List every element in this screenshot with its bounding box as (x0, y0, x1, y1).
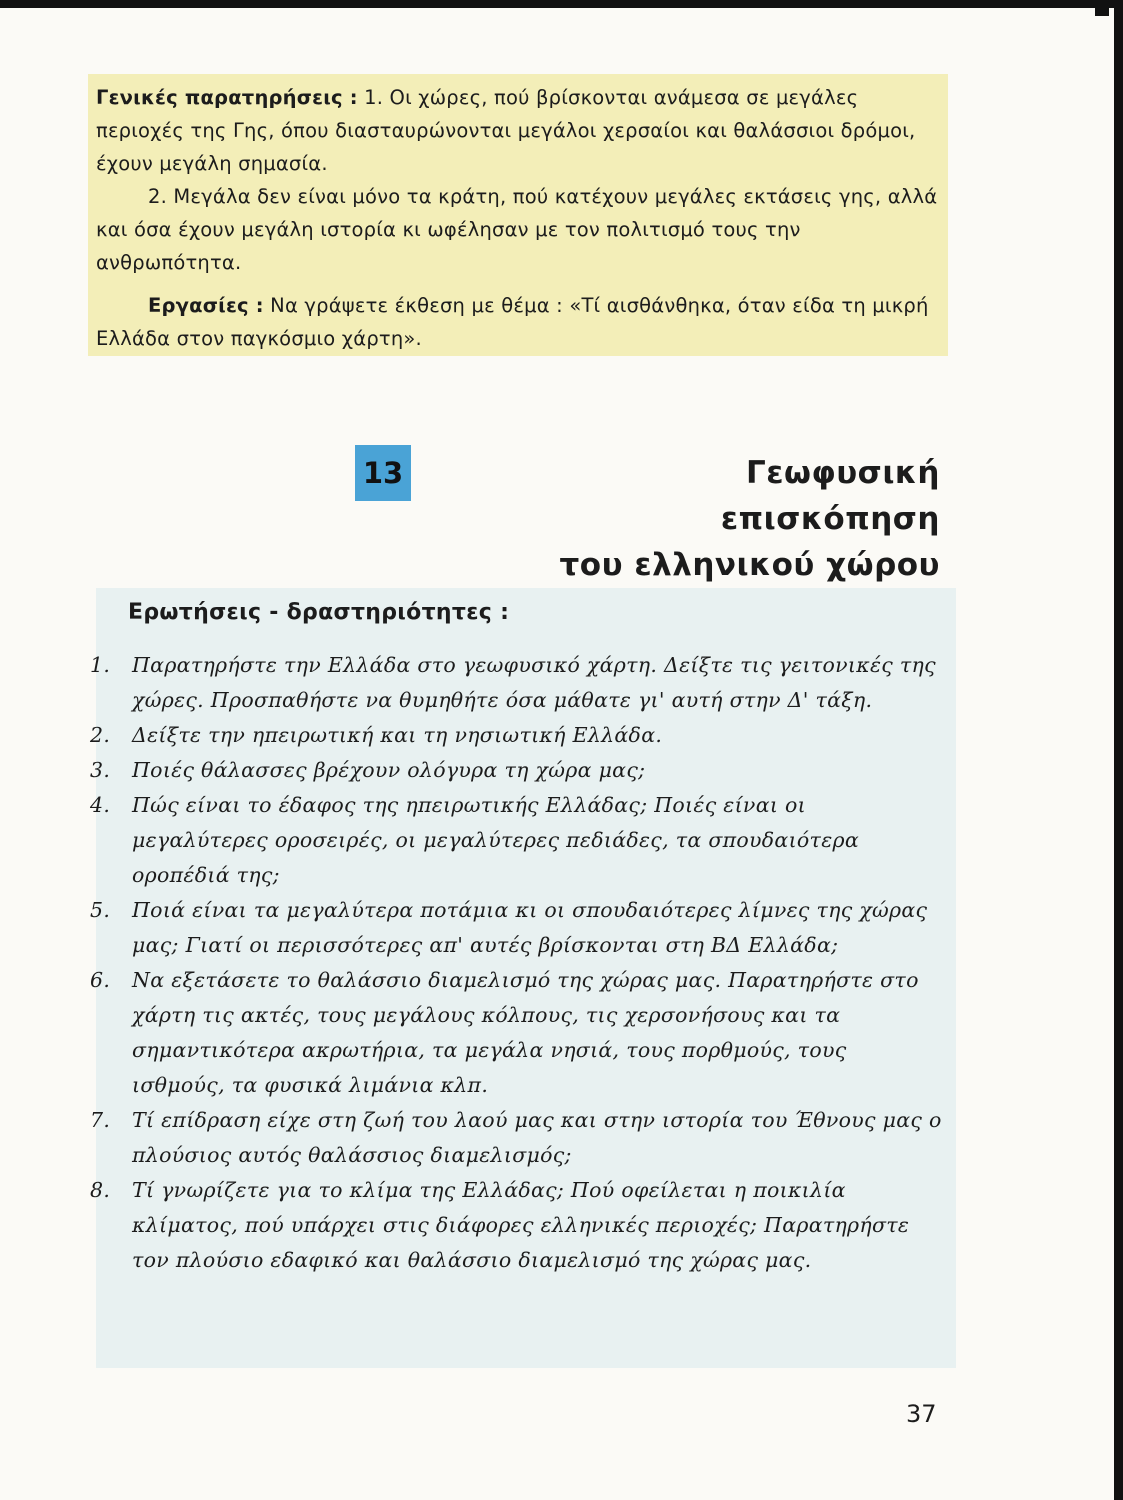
scan-border-right (1114, 0, 1123, 1500)
question-text: Τί γνωρίζετε για το κλίμα της Ελλάδας; Πού οφείλεται η ποικιλία κλίματος, πού υπάρχει στις διάφορες ελληνικές περιοχές; Παρατηρήστε τον πλούσιο εδαφικό και θαλάσσιο διαμελισμό της χώρας μας. (132, 1178, 910, 1272)
assignments-label: Εργασίες : (148, 294, 264, 317)
question-number: 5. (90, 898, 111, 922)
chapter-title (520, 450, 940, 588)
question-item (90, 1103, 946, 1173)
general-notes-point-2: 2. Μεγάλα δεν είναι μόνο τα κράτη, πού κατέχουν μεγάλες εκτάσεις γης, αλλά και όσα έχουν μεγάλη ιστορία κι ωφέλησαν με τον πολιτισμό τους την ανθρωπότητα. (96, 185, 938, 274)
question-text: Παρατηρήστε την Ελλάδα στο γεωφυσικό χάρτη. Δείξτε τις γειτονικές της χώρες. Προσπαθήστε να θυμηθήτε όσα μάθατε γι' αυτή στην Δ' τάξη. (132, 653, 936, 712)
general-notes-label: Γενικές παρατηρήσεις : (96, 86, 358, 109)
question-number: 8. (90, 1178, 111, 1202)
chapter-title-line-2: του ελληνικού χώρου (559, 547, 940, 583)
question-text: Πώς είναι το έδαφος της ηπειρωτικής Ελλάδας; Ποιές είναι οι μεγαλύτερες οροσειρές, οι μεγαλύτερες πεδιάδες, τα σπουδαιότερα οροπέδιά της; (132, 793, 859, 887)
question-text: Ποιές θάλασσες βρέχουν ολόγυρα τη χώρα μας; (132, 758, 646, 782)
general-notes-point-1 (96, 81, 944, 180)
assignments-paragraph (96, 289, 944, 355)
scan-border-top (0, 0, 1123, 8)
question-number: 1. (90, 653, 111, 677)
question-text: Δείξτε την ηπειρωτική και τη νησιωτική Ελλάδα. (132, 723, 663, 747)
questions-list (90, 648, 946, 1278)
question-text: Ποιά είναι τα μεγαλύτερα ποτάμια κι οι σπουδαιότερες λίμνες της χώρας μας; Γιατί οι περισσότερες απ' αυτές βρίσκονται στη ΒΔ Ελλάδα; (132, 898, 928, 957)
general-notes-box (88, 74, 948, 356)
question-item (90, 718, 946, 753)
questions-heading: Ερωτήσεις - δραστηριότητες : (128, 600, 510, 625)
question-number: 2. (90, 723, 111, 747)
assignments-text: Να γράψετε έκθεση με θέμα : «Τί αισθάνθηκα, όταν είδα τη μικρή Ελλάδα στον παγκόσμιο χάρτη». (96, 294, 929, 350)
question-number: 4. (90, 793, 111, 817)
question-number: 3. (90, 758, 111, 782)
general-notes-point-1-text: 1. Οι χώρες, πού βρίσκονται ανάμεσα σε μεγάλες περιοχές της Γης, όπου διασταυρώνονται μεγάλοι χερσαίοι και θαλάσσιοι δρόμοι, έχουν μεγάλη σημασία. (96, 86, 916, 175)
question-text: Τί επίδραση είχε στη ζωή του λαού μας και στην ιστορία του Έθνους μας ο πλούσιος αυτός θαλάσσιος διαμελισμός; (132, 1108, 942, 1167)
question-item (90, 788, 946, 893)
question-number: 7. (90, 1108, 111, 1132)
question-item (90, 893, 946, 963)
question-item (90, 648, 946, 718)
chapter-number-badge: 13 (355, 445, 411, 501)
chapter-title-line-1: Γεωφυσική επισκόπηση (720, 455, 940, 537)
question-number: 6. (90, 968, 111, 992)
page-number: 37 (906, 1400, 937, 1428)
question-text: Να εξετάσετε το θαλάσσιο διαμελισμό της χώρας μας. Παρατηρήστε στο χάρτη τις ακτές, τους μεγάλους κόλπους, τις χερσονήσους και τα σημαντικότερα ακρωτήρια, τα μεγάλα νησιά, τους πορθμούς, τους ισθμούς, τα φυσικά λιμάνια κλπ. (132, 968, 919, 1097)
question-item (90, 963, 946, 1103)
question-item (90, 753, 946, 788)
question-item (90, 1173, 946, 1278)
scan-corner-mark (1095, 0, 1109, 16)
